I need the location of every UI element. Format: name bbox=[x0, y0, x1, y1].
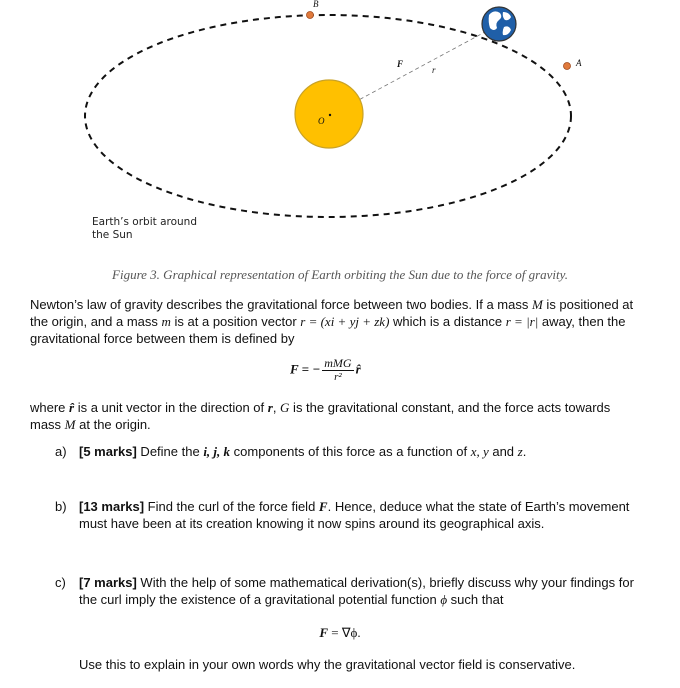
orbit-caption-line2: the Sun bbox=[92, 229, 133, 241]
intro-text-4: which is a distance bbox=[389, 314, 506, 329]
qc-text-1: With the help of some mathematical derivation(s), briefly discuss why your findings for the curl imply the existence of a gravitational potential function bbox=[79, 575, 634, 607]
def-text-5: at the origin. bbox=[75, 417, 151, 432]
def-G: G bbox=[280, 400, 290, 415]
def-M: M bbox=[64, 417, 76, 432]
def-text-3: , bbox=[272, 400, 281, 415]
definition-paragraph bbox=[30, 399, 640, 433]
orbit-caption-line1: Earth’s orbit around bbox=[92, 216, 197, 228]
gravity-equation bbox=[290, 357, 361, 384]
label-o: O bbox=[318, 116, 325, 126]
equation-numerator: mMG bbox=[324, 356, 352, 370]
def-rhat: r̂ bbox=[69, 400, 75, 415]
position-vector: r = (xi + yj + zk) bbox=[300, 314, 390, 329]
question-b-text bbox=[79, 498, 639, 532]
question-a-text bbox=[79, 443, 639, 460]
label-a: A bbox=[576, 58, 582, 68]
label-r: r bbox=[432, 65, 436, 75]
distance-expression: r = |r| bbox=[505, 314, 539, 329]
def-text-2: is a unit vector in the direction of bbox=[74, 400, 268, 415]
equation-denominator: r² bbox=[334, 371, 342, 383]
qc-phi: ϕ bbox=[440, 592, 448, 607]
qa-text-1: Define the bbox=[136, 444, 204, 459]
label-b: B bbox=[313, 0, 319, 9]
orbit-caption bbox=[92, 216, 202, 242]
def-text-1: where bbox=[30, 400, 70, 415]
sun-icon bbox=[295, 80, 363, 148]
qa-vars: x, y bbox=[470, 444, 489, 459]
equation-lhs: F = − bbox=[290, 361, 321, 377]
qa-text-2: components of this force as a function of bbox=[230, 444, 471, 459]
intro-text-2: is positioned at the origin, and a mass bbox=[30, 297, 634, 329]
question-b-label: b) bbox=[55, 499, 67, 514]
potential-eq-rhs: = ∇ϕ. bbox=[328, 625, 361, 640]
def-r: r bbox=[267, 400, 273, 415]
equation-rhat: r̂ bbox=[355, 361, 361, 377]
intro-text-1: Newton’s law of gravity describes the gravitational force between two bodies. If a mass bbox=[30, 297, 532, 312]
question-c-label: c) bbox=[55, 575, 66, 590]
qa-components: i, j, k bbox=[203, 444, 231, 459]
qa-text-3: and bbox=[488, 444, 518, 459]
potential-eq-lhs: F bbox=[319, 625, 329, 640]
label-f: F bbox=[397, 59, 404, 69]
point-b-marker bbox=[307, 12, 314, 19]
qb-F: F bbox=[318, 499, 328, 514]
equation-fraction bbox=[322, 357, 353, 384]
qb-text-1: Find the curl of the force field bbox=[144, 499, 319, 514]
question-c-marks: [7 marks] bbox=[79, 575, 137, 590]
intro-text-5: away, then the gravitational force between them is defined by bbox=[30, 314, 626, 346]
question-c-text bbox=[79, 574, 639, 608]
question-b-marks: [13 marks] bbox=[79, 499, 145, 514]
qb-text-2: . Hence, deduce what the state of Earth’s movement must have been at its creation knowing it now spins around its geographical axis. bbox=[79, 499, 630, 531]
def-text-4: is the gravitational constant, and the force acts towards mass bbox=[30, 400, 611, 432]
point-a-marker bbox=[564, 63, 571, 70]
earth-globe-icon bbox=[482, 7, 516, 41]
qa-z: z bbox=[517, 444, 523, 459]
origin-dot bbox=[329, 114, 331, 116]
potential-equation bbox=[0, 625, 680, 641]
figure-caption: Figure 3. Graphical representation of Earth orbiting the Sun due to the force of gravity. bbox=[112, 267, 568, 282]
qc-text-2: such that bbox=[447, 592, 504, 607]
mass-m-symbol: m bbox=[161, 314, 171, 329]
intro-paragraph bbox=[30, 296, 640, 347]
question-c-last-line: Use this to explain in your own words why the gravitational vector field is conservative. bbox=[79, 657, 576, 672]
question-a-label: a) bbox=[55, 444, 67, 459]
intro-text-3: is at a position vector bbox=[170, 314, 301, 329]
question-a-marks: [5 marks] bbox=[79, 444, 137, 459]
qa-text-4: . bbox=[522, 444, 527, 459]
mass-M-symbol: M bbox=[531, 297, 543, 312]
